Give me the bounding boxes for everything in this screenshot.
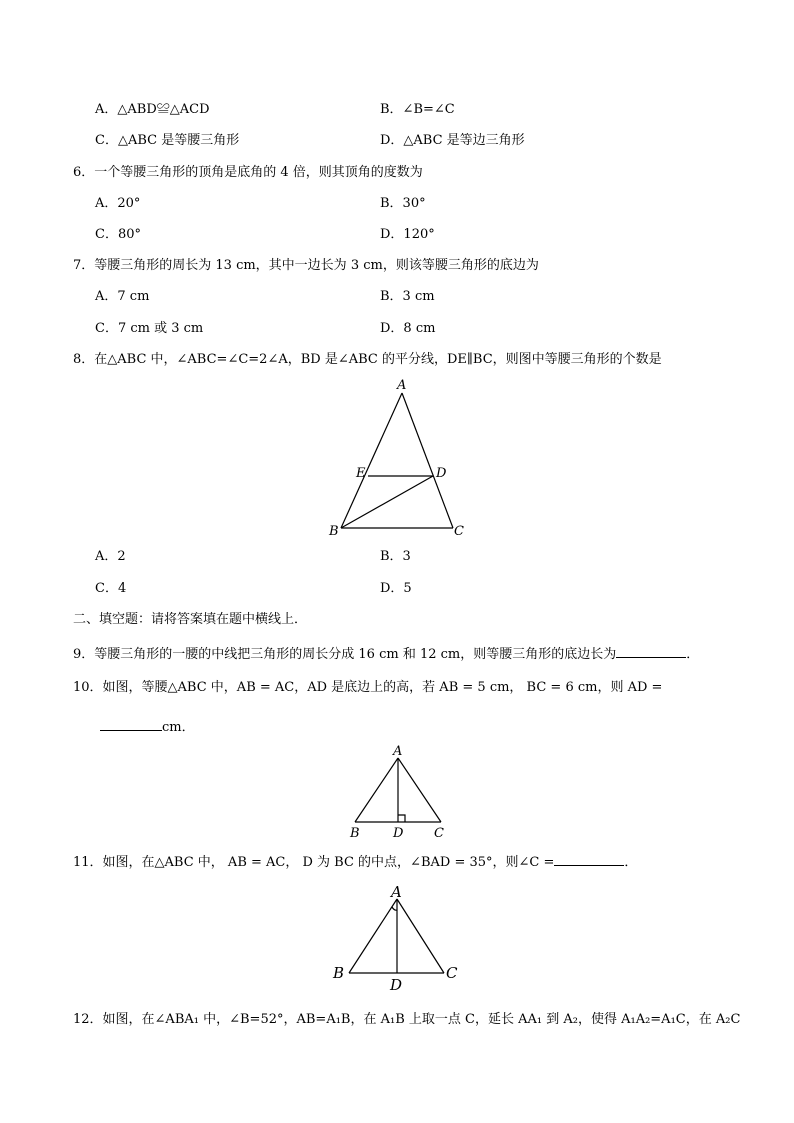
q8-label-c: C: [454, 524, 464, 539]
q5-option-a: A．△ABD≌△ACD: [95, 102, 210, 117]
q11-answer-blank[interactable]: [554, 851, 624, 866]
q8-option-b: B．3: [380, 549, 411, 564]
q8-triangle-figure: [325, 375, 475, 540]
q10-label-b: B: [350, 826, 360, 841]
q9-stem: 9．等腰三角形的一腰的中线把三角形的周长分成 16 cm 和 12 cm，则等腰三角形的底边长为: [73, 647, 617, 662]
q5-option-b: B．∠B=∠C: [380, 102, 455, 117]
q10-label-a: A: [393, 744, 403, 759]
q9-end: ．: [686, 647, 700, 662]
q7-option-c: C．7 cm 或 3 cm: [95, 321, 204, 336]
q10-label-d: D: [393, 826, 404, 841]
q8-option-a: A．2: [95, 549, 126, 564]
q11-triangle-figure: [325, 880, 465, 995]
q11-line: [73, 851, 637, 872]
q10-answer-blank[interactable]: [100, 716, 162, 731]
q5-option-c: C．△ABC 是等腰三角形: [95, 133, 240, 148]
q11-end: ．: [624, 855, 638, 870]
q7-option-b: B．3 cm: [380, 289, 435, 304]
q7-option-d: D．8 cm: [380, 321, 436, 336]
q11-stem: 11．如图，在△ABC 中， AB = AC， D 为 BC 的中点，∠BAD = 35°，则∠C =: [73, 855, 555, 870]
q7-option-a: A．7 cm: [95, 289, 150, 304]
q10-unit: cm．: [162, 720, 195, 735]
q6-stem: 6．一个等腰三角形的顶角是底角的 4 倍，则其顶角的度数为: [73, 165, 423, 180]
q11-label-c: C: [446, 964, 458, 982]
q6-option-a: A．20°: [95, 196, 141, 211]
q8-stem: 8．在△ABC 中，∠ABC=∠C=2∠A，BD 是∠ABC 的平分线，DE∥BC，则图中等腰三角形的个数是: [73, 352, 662, 367]
q8-label-e: E: [356, 466, 366, 481]
q6-option-c: C．80°: [95, 227, 141, 242]
q11-label-a: A: [391, 883, 402, 901]
q8-label-a: A: [397, 378, 407, 393]
q7-stem: 7．等腰三角形的周长为 13 cm，其中一边长为 3 cm，则该等腰三角形的底边为: [73, 258, 539, 273]
section-heading: 二、填空题：请将答案填在题中横线上．: [73, 612, 308, 627]
q11-label-d: D: [390, 976, 403, 994]
q10-stem: 10．如图，等腰△ABC 中，AB = AC，AD 是底边上的高，若 AB = 5 cm， BC = 6 cm，则 AD =: [73, 680, 663, 695]
q5-option-d: D．△ABC 是等边三角形: [380, 133, 525, 148]
q10-label-c: C: [434, 826, 444, 841]
q8-label-d: D: [436, 466, 447, 481]
q10-line2: [100, 716, 195, 737]
q6-option-d: D．120°: [380, 227, 435, 242]
q8-label-b: B: [329, 524, 339, 539]
q12-stem: 12．如图，在∠ABA₁ 中，∠B=52°，AB=A₁B，在 A₁B 上取一点 C，延长 AA₁ 到 A₂，使得 A₁A₂=A₁C，在 A₂C: [73, 1012, 741, 1027]
q9-answer-blank[interactable]: [616, 643, 686, 658]
q10-triangle-figure: [343, 742, 453, 842]
q8-option-d: D．5: [380, 581, 412, 596]
q9-line: [73, 643, 699, 664]
q8-option-c: C．4: [95, 581, 127, 596]
q6-option-b: B．30°: [380, 196, 426, 211]
q11-label-b: B: [333, 964, 345, 982]
